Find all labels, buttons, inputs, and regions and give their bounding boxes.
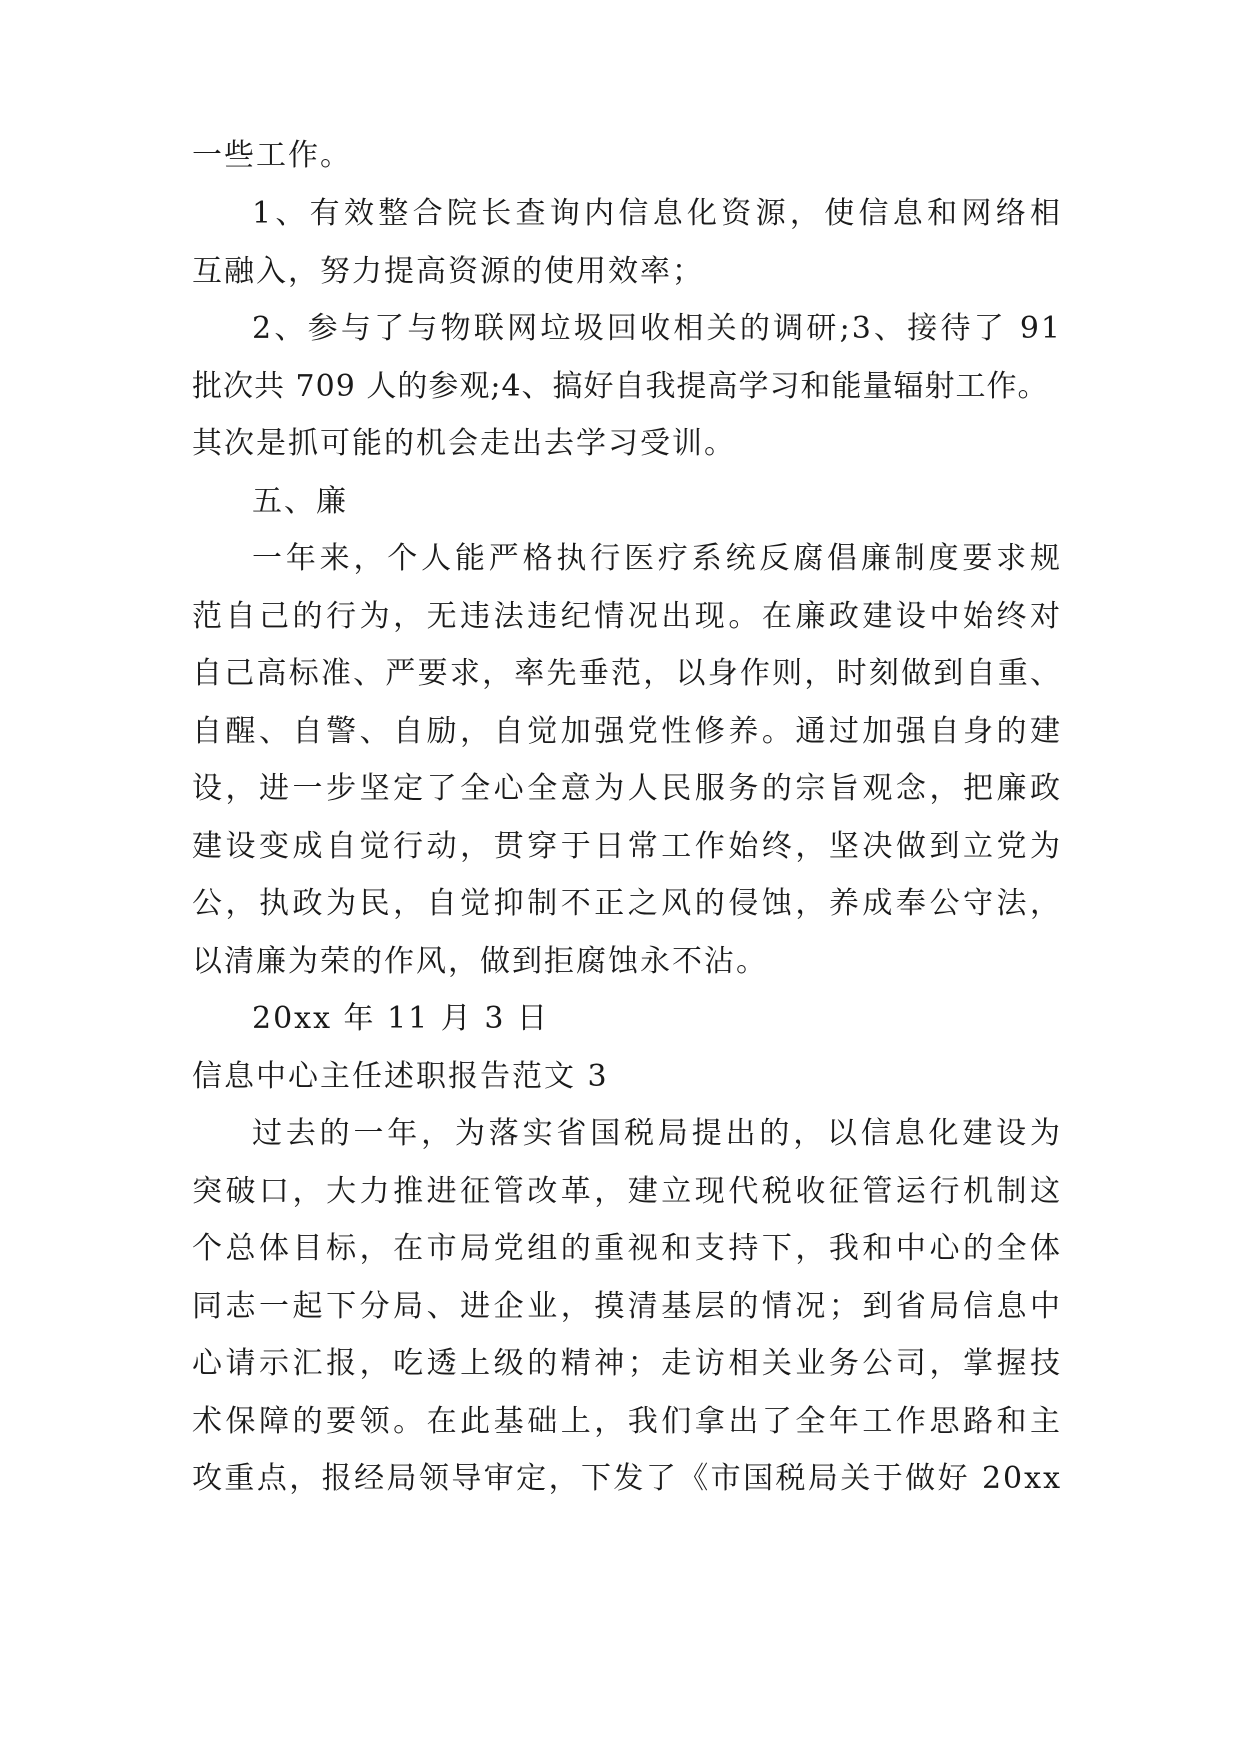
text-line: 自醒、自警、自励，自觉加强党性修养。通过加强自身的建 [192,714,1062,749]
text-line: 个总体目标，在市局党组的重视和支持下，我和中心的全体 [192,1231,1062,1266]
section-heading: 五、廉 [252,484,348,519]
text-line: 互融入，努力提高资源的使用效率； [192,254,704,289]
text-line: 公，执政为民，自觉抑制不正之风的侵蚀，养成奉公守法， [192,886,1062,921]
text-line: 突破口，大力推进征管改革，建立现代税收征管运行机制这 [192,1174,1062,1209]
text-line: 以清廉为荣的作风，做到拒腐蚀永不沾。 [192,944,768,979]
text-line: 同志一起下分局、进企业，摸清基层的情况；到省局信息中 [192,1289,1062,1324]
text-line: 范自己的行为，无违法违纪情况出现。在廉政建设中始终对 [192,599,1062,634]
text-line: 建设变成自觉行动，贯穿于日常工作始终，坚决做到立党为 [192,829,1062,864]
text-line: 术保障的要领。在此基础上，我们拿出了全年工作思路和主 [192,1404,1062,1439]
text-line: 攻重点，报经局领导审定，下发了《市国税局关于做好 20xx [192,1461,1062,1496]
text-line: 心请示汇报，吃透上级的精神；走访相关业务公司，掌握技 [192,1346,1062,1381]
text-line: 1、有效整合院长查询内信息化资源，使信息和网络相 [252,196,1062,231]
text-line: 自己高标准、严要求，率先垂范，以身作则，时刻做到自重、 [192,656,1062,691]
text-line: 一年来，个人能严格执行医疗系统反腐倡廉制度要求规 [252,541,1062,576]
report-title: 信息中心主任述职报告范文 3 [192,1059,609,1094]
date-line: 20xx 年 11 月 3 日 [252,1001,549,1036]
text-line: 批次共 709 人的参观;4、搞好自我提高学习和能量辐射工作。 [192,369,1049,404]
text-line: 其次是抓可能的机会走出去学习受训。 [192,426,736,461]
text-line: 过去的一年，为落实省国税局提出的，以信息化建设为 [252,1116,1062,1151]
text-line: 2、参与了与物联网垃圾回收相关的调研;3、接待了 91 [252,311,1062,346]
text-line: 设，进一步坚定了全心全意为人民服务的宗旨观念，把廉政 [192,771,1062,806]
text-line: 一些工作。 [192,138,352,173]
